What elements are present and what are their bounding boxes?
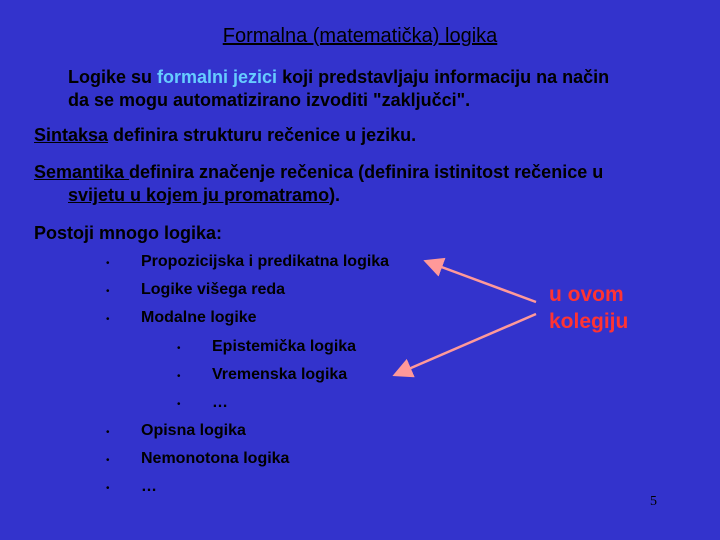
postoji-heading: Postoji mnogo logika:	[34, 223, 222, 243]
list-item-modalne: Modalne logike	[141, 309, 257, 326]
slide-title: Formalna (matematička) logika	[222, 25, 498, 47]
sublist-bullet: •	[177, 343, 181, 354]
list-item-propozicijska: Propozicijska i predikatna logika	[141, 253, 390, 270]
sintaksa-term: Sintaksa	[34, 125, 109, 145]
intro-line1-end: koji predstavljaju informaciju na način	[277, 67, 610, 87]
sublist-item-epistemicka: Epistemička logika	[212, 338, 357, 355]
list-bullet: •	[106, 314, 110, 325]
semantika-line2-underlined: svijetu u kojem ju promatramo	[68, 185, 330, 205]
sintaksa-text: definira strukturu rečenice u jeziku.	[108, 125, 417, 145]
list-bullet: •	[106, 286, 110, 297]
course-note-line2: kolegiju	[549, 310, 629, 333]
course-note-line1: u ovom	[549, 283, 624, 306]
sublist-bullet: •	[177, 371, 181, 382]
arrow-to-propozicijska	[428, 262, 536, 302]
list-bullet: •	[106, 258, 110, 269]
list-bullet: •	[106, 483, 110, 494]
list-item-nemonotona: Nemonotona logika	[141, 450, 290, 467]
intro-line1-start: Logike su	[68, 67, 158, 87]
list-item-visega-reda: Logike višega reda	[141, 281, 286, 298]
list-bullet: •	[106, 427, 110, 438]
semantika-text: definira značenje rečenica (definira istinitost rečenice u	[129, 162, 604, 182]
intro-line2: da se mogu automatizirano izvoditi "zaključci".	[68, 90, 471, 110]
semantika-term: Semantika	[34, 162, 130, 182]
page-number: 5	[650, 494, 657, 509]
list-item-opisna: Opisna logika	[141, 422, 246, 439]
sublist-item-ellipsis: …	[212, 394, 228, 411]
sublist-item-vremenska: Vremenska logika	[212, 366, 348, 383]
course-note	[549, 281, 628, 335]
list-bullet: •	[106, 455, 110, 466]
arrow-to-vremenska	[397, 314, 536, 374]
semantika-line2-end: ).	[329, 185, 341, 205]
sublist-bullet: •	[177, 399, 181, 410]
list-item-ellipsis: …	[141, 478, 157, 495]
intro-highlight: formalni jezici	[157, 67, 278, 87]
